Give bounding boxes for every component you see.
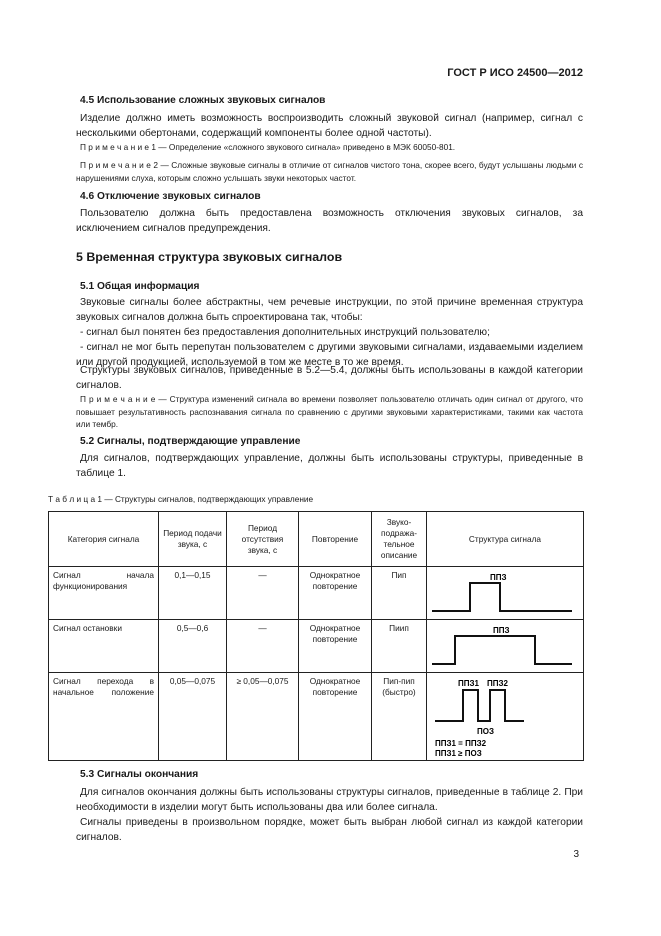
cell-repeat: Однократное повторение [299,673,372,761]
note-1-label: П р и м е ч а н и е 1 [80,142,156,152]
cell-category: Сигнал начала функционирования [49,567,159,620]
section-5-3-title: 5.3 Сигналы окончания [80,769,199,780]
cell-on-period: 0,05—0,075 [159,673,227,761]
section-4-5-note-2 [76,159,583,184]
label-ppz: ППЗ [493,626,510,635]
table-1-caption-label: Т а б л и ц а 1 [48,494,103,504]
table-header-row [49,512,584,567]
label-equality: ППЗ1 = ППЗ2 [435,739,487,748]
cell-structure [427,673,584,761]
label-ppz: ППЗ [490,573,507,582]
section-5-title: 5 Временная структура звуковых сигналов [76,250,343,264]
section-5-1-bullet-1: - сигнал был понятен без предоставления дополнительных инструкций пользователю; [80,327,490,338]
col-header-category: Категория сигнала [49,512,159,567]
cell-off-period: ≥ 0,05—0,075 [227,673,299,761]
table-row [49,567,584,620]
section-5-2-title: 5.2 Сигналы, подтверждающие управление [80,436,301,447]
col-header-off-period: Период отсутствия звука, с [227,512,299,567]
section-4-5-para: Изделие должно иметь возможность воспроизводить сложный звуковой сигнал (например, сигнал с несколькими обертонами, содержащий компоненты более одной частоты). [76,113,583,139]
cell-category: Сигнал перехода в начальное положение [49,673,159,761]
waveform-line [432,583,572,611]
cell-sound: Пип [372,567,427,620]
note-text: — Структура изменений сигнала во времени позволяет пользователю отличать один сигнал от другого, что повышает результативность распознавания сигнала по сравнению с другими звуковыми характеристиками, такими как частота или тембр. [76,394,584,429]
cell-structure [427,620,584,673]
section-5-1-para-2: Структуры звуковых сигналов, приведенные в 5.2—5.4, должны быть использованы в каждой категории сигналов. [76,365,583,391]
cell-category: Сигнал остановки [49,620,159,673]
label-inequality: ППЗ1 ≥ ПОЗ [435,749,482,758]
cell-sound: Пиип [372,620,427,673]
label-poz: ПОЗ [477,727,494,736]
section-4-5-note-1 [76,141,583,154]
col-header-sound: Звуко-подража-тельное описание [372,512,427,567]
page-number: 3 [573,849,579,860]
note-2-text: — Сложные звуковые сигналы в отличие от сигналов чистого тона, скорее всего, будут услышаны людьми с нарушениями слуха, которым сложно услышать звуки некоторых частот. [76,160,584,183]
section-5-1-bullet-2: - сигнал не мог быть перепутан пользователем с другими звуковыми сигналами, издаваемыми изделием или другой продукцией, используемой в том же месте в то же время. [76,342,583,368]
section-5-3-para-2: Сигналы приведены в произвольном порядке, может быть выбран любой сигнал из каждой категории сигналов. [76,817,583,843]
table-row [49,620,584,673]
signal-structures-table [48,511,584,761]
table-row [49,673,584,761]
label-ppz2: ППЗ2 [487,679,508,688]
cell-on-period: 0,5—0,6 [159,620,227,673]
col-header-structure: Структура сигнала [427,512,584,567]
section-4-5-title: 4.5 Использование сложных звуковых сигналов [80,95,326,106]
col-header-on-period: Период подачи звука, с [159,512,227,567]
section-5-3-para-1: Для сигналов окончания должны быть использованы структуры сигналов, приведенные в таблице 2. При необходимости в изделии могут быть использованы два или более сигнала. [76,787,583,813]
note-1-text: — Определение «сложного звукового сигнала» приведено в МЭК 60050-801. [155,142,456,152]
cell-structure [427,567,584,620]
waveform-line [432,636,572,664]
section-4-6-title: 4.6 Отключение звуковых сигналов [80,191,261,202]
section-5-1-note [76,393,583,431]
note-label: П р и м е ч а н и е [80,394,156,404]
cell-repeat: Однократное повторение [299,567,372,620]
cell-off-period: — [227,567,299,620]
signal-diagram-stop [427,620,584,672]
table-1-caption [48,493,313,506]
cell-repeat: Однократное повторение [299,620,372,673]
signal-diagram-start [427,567,584,619]
section-5-1-title: 5.1 Общая информация [80,281,200,292]
table-1-caption-text: — Структуры сигналов, подтверждающих управление [102,494,314,504]
waveform-line [435,690,524,721]
signal-diagram-return [427,673,584,760]
note-2-label: П р и м е ч а н и е 2 [80,160,158,170]
cell-sound: Пип-пип (быстро) [372,673,427,761]
cell-off-period: — [227,620,299,673]
section-4-6-para: Пользователю должна быть предоставлена возможность отключения звуковых сигналов, за исключением сигналов предупреждения. [76,208,583,234]
label-ppz1: ППЗ1 [458,679,479,688]
cell-on-period: 0,1—0,15 [159,567,227,620]
section-5-2-para: Для сигналов, подтверждающих управление, должны быть использованы структуры, приведенные в таблице 1. [76,453,583,479]
document-header: ГОСТ Р ИСО 24500—2012 [447,67,583,79]
section-5-1-para-1: Звуковые сигналы более абстрактны, чем речевые инструкции, по этой причине временная структура звуковых сигналов должна быть спроектирована так, чтобы: [76,297,583,323]
col-header-repeat: Повторение [299,512,372,567]
